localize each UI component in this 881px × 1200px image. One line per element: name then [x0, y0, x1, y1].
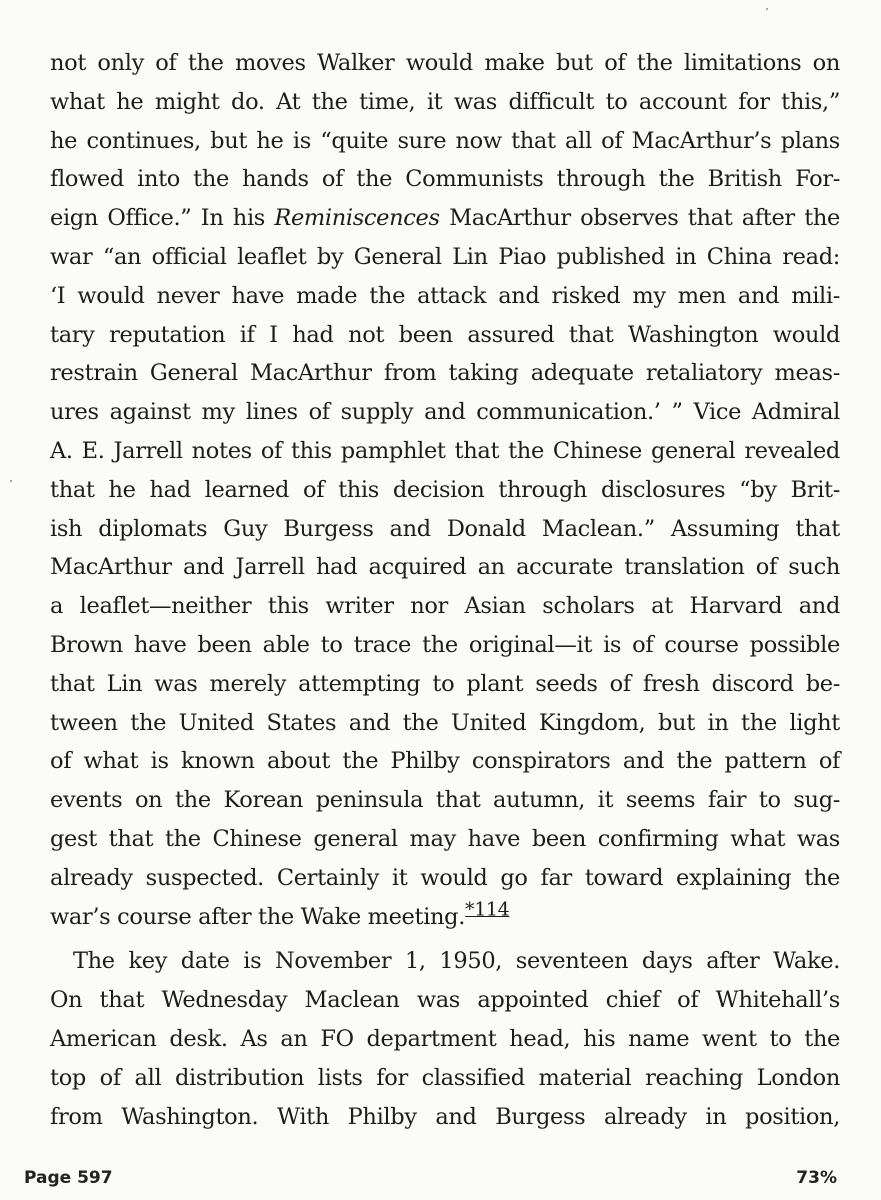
text-line: restrain General MacArthur from taking adequate retaliatory meas- — [50, 360, 840, 387]
text-line: tween the United States and the United Kingdom, but in the light — [50, 709, 840, 736]
text-line: a leaflet—neither this writer nor Asian scholars at Harvard and — [50, 593, 840, 620]
text-line: ish diplomats Guy Burgess and Donald Maclean.” Assuming that — [50, 515, 840, 542]
text-line: not only of the moves Walker would make but of the limitations on — [50, 50, 840, 76]
text-line: war “an official leaflet by General Lin Piao published in China read: — [50, 243, 840, 270]
text-line — [50, 199, 840, 238]
text-line: American desk. As an FO department head, his name went to the — [50, 1025, 840, 1052]
text-line: events on the Korean peninsula that autumn, it seems fair to sug- — [50, 787, 840, 814]
text-segment: eign Office.” In his — [50, 205, 265, 232]
text-line: already suspected. Certainly it would go far toward explaining the — [50, 864, 840, 891]
text-line: On that Wednesday Maclean was appointed chief of Whitehall’s — [50, 987, 840, 1014]
text-line — [50, 898, 840, 937]
reader-footer — [24, 1168, 837, 1198]
text-line: Brown have been able to trace the original—it is of course possible — [50, 631, 840, 658]
text-line: that he had learned of this decision through disclosures “by Brit- — [50, 476, 840, 503]
page-number: Page 597 — [24, 1168, 113, 1188]
text-line: from Washington. With Philby and Burgess already in position, — [50, 1103, 840, 1130]
reading-progress: 73% — [796, 1168, 837, 1188]
scan-speck — [10, 480, 12, 482]
book-title-italic: Reminiscences — [274, 205, 440, 232]
text-line: what he might do. At the time, it was difficult to account for this,” — [50, 88, 840, 115]
text-line: MacArthur and Jarrell had acquired an accurate translation of such — [50, 554, 840, 581]
text-line: A. E. Jarrell notes of this pamphlet that the Chinese general revealed — [50, 437, 840, 464]
text-line: flowed into the hands of the Communists through the British For- — [50, 166, 840, 193]
text-line: tary reputation if I had not been assured that Washington would — [50, 321, 840, 348]
text-line: The key date is November 1, 1950, seventeen days after Wake. — [73, 948, 840, 975]
text-segment: MacArthur observes that after the — [449, 205, 840, 232]
text-segment: war’s course after the Wake meeting. — [50, 903, 466, 930]
scan-speck — [766, 8, 768, 10]
footnote-link[interactable]: *114 — [465, 898, 510, 921]
text-line: he continues, but he is “quite sure now that all of MacArthur’s plans — [50, 127, 840, 154]
text-line: of what is known about the Philby conspirators and the pattern of — [50, 748, 840, 775]
body-text — [50, 44, 840, 1136]
text-line: gest that the Chinese general may have been confirming what was — [50, 825, 840, 852]
text-line: that Lin was merely attempting to plant seeds of fresh discord be- — [50, 670, 840, 697]
text-line: ures against my lines of supply and communication.’ ” Vice Admiral — [50, 399, 840, 426]
text-line: top of all distribution lists for classified material reaching London — [50, 1064, 840, 1091]
text-line: ‘I would never have made the attack and risked my men and mili- — [50, 282, 840, 309]
